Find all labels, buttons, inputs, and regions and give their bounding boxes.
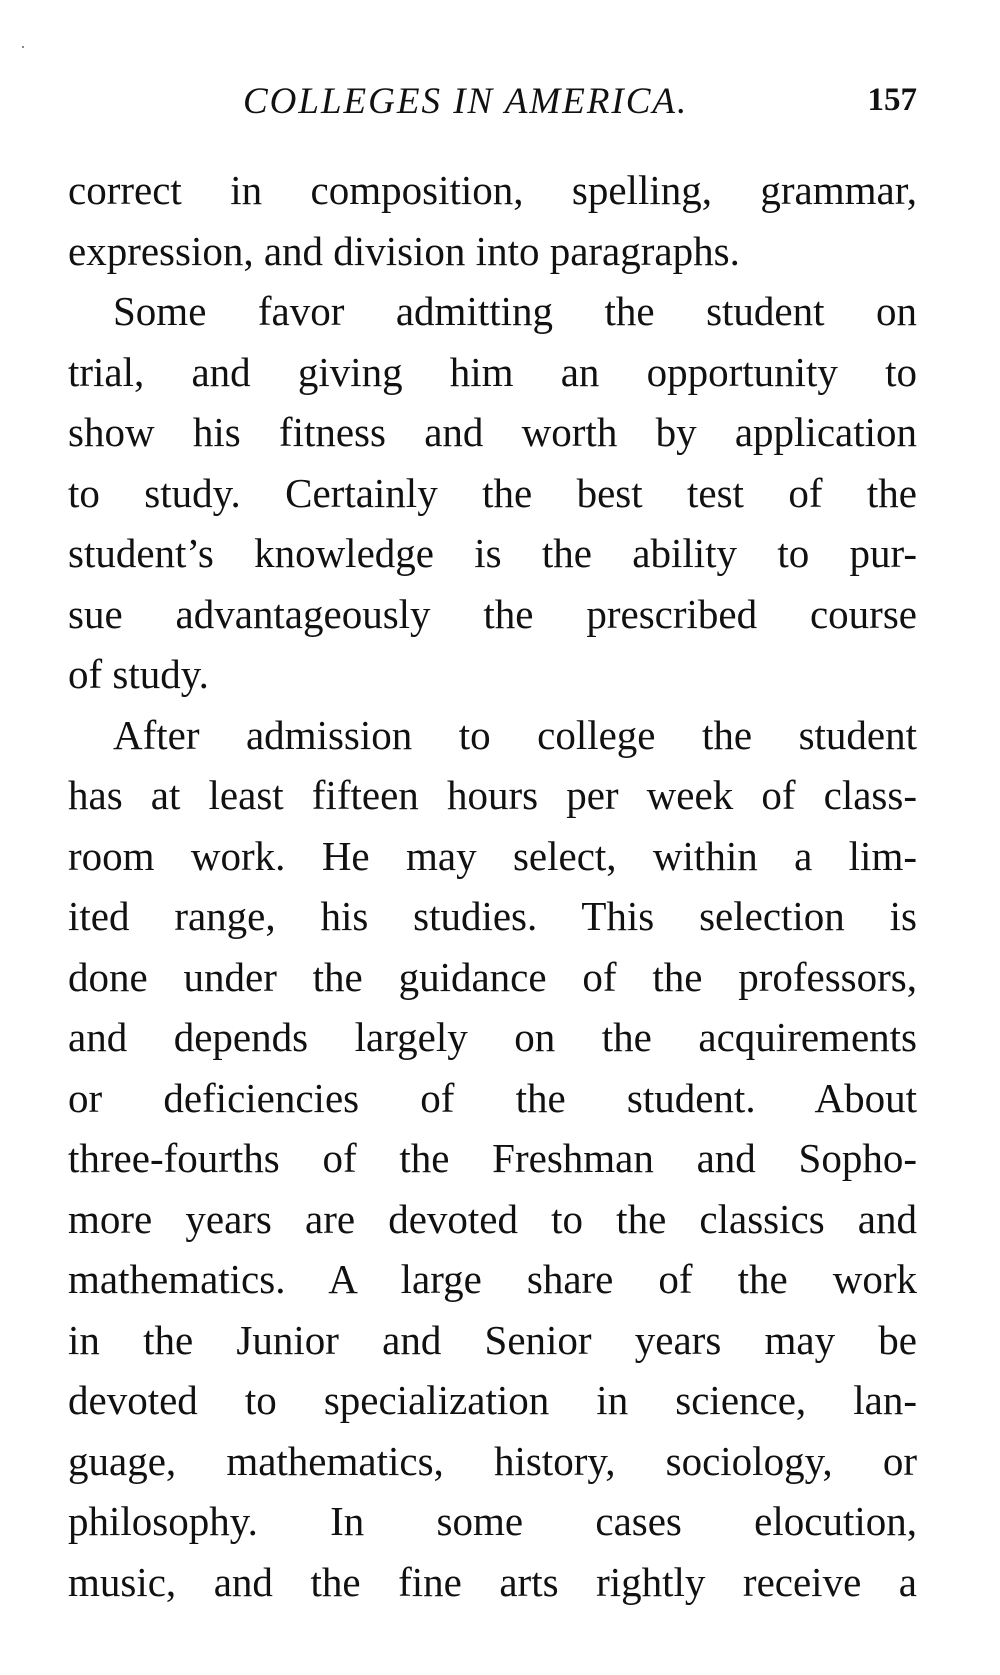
page-number: 157 <box>867 82 917 118</box>
body-text <box>68 160 917 1612</box>
text-line: ited range, his studies. This selection is <box>68 893 917 939</box>
text-line: room work. He may select, within a lim- <box>68 832 917 879</box>
text-line: and depends largely on the acquirements <box>68 1014 917 1060</box>
text-line: trial, and giving him an opportunity to <box>68 348 917 395</box>
text-line: sue advantageously the prescribed course <box>68 590 917 637</box>
text-line: or deficiencies of the student. About <box>68 1074 917 1121</box>
text-line: of study. <box>68 651 209 697</box>
text-line: Some favor admitting the student on <box>113 288 917 334</box>
text-line: correct in composition, spelling, grammar, <box>68 167 917 213</box>
text-line: philosophy. In some cases elocution, <box>68 1498 917 1544</box>
text-line: show his fitness and worth by application <box>68 409 917 455</box>
text-line: done under the guidance of the professors, <box>68 953 917 1000</box>
text-line: music, and the fine arts rightly receive a <box>68 1558 917 1605</box>
text-line: mathematics. A large share of the work <box>68 1256 917 1302</box>
text-line: three-fourths of the Freshman and Sopho- <box>68 1135 917 1181</box>
text-line: devoted to specialization in science, lan- <box>68 1377 917 1423</box>
text-line: in the Junior and Senior years may be <box>68 1316 917 1363</box>
text-line: student’s knowledge is the ability to pur- <box>68 530 917 576</box>
scan-speck <box>22 46 24 48</box>
page-header <box>0 80 1000 140</box>
text-line: After admission to college the student <box>113 711 917 758</box>
text-line: more years are devoted to the classics and <box>68 1195 917 1242</box>
text-line: expression, and division into paragraphs. <box>68 227 740 274</box>
text-line: guage, mathematics, history, sociology, or <box>68 1437 917 1484</box>
running-head: COLLEGES IN AMERICA. <box>243 81 689 122</box>
text-line: has at least fifteen hours per week of class- <box>68 772 917 818</box>
text-line: to study. Certainly the best test of the <box>68 469 917 516</box>
